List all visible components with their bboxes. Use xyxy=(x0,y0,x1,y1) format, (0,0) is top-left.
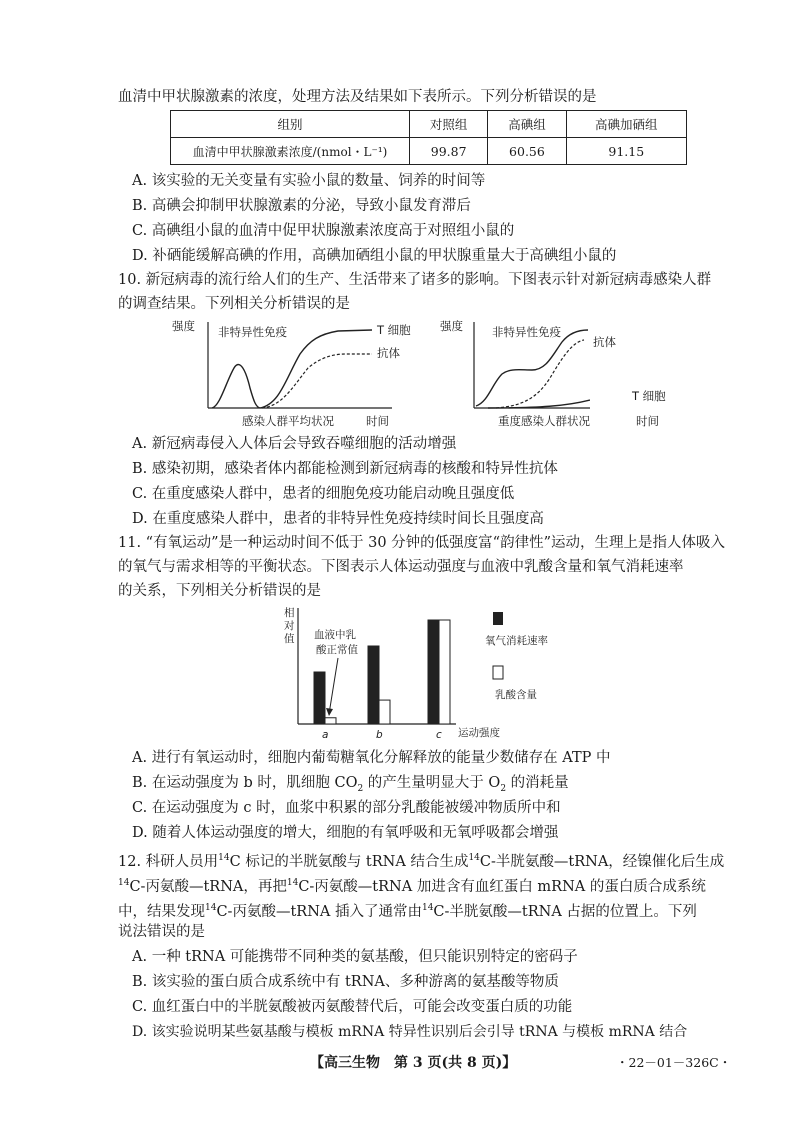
q12-stem-1 xyxy=(118,848,724,872)
q12-option-c: C. 血红蛋白中的半胱氨酸被丙氨酸替代后，可能会改变蛋白质的功能 xyxy=(132,999,573,1015)
q12-text: C-半胱氨酸—tRNA，经镍催化后生成 xyxy=(479,853,725,870)
q11-option-a: A. 进行有氧运动时，细胞内葡萄糖氧化分解释放的能量少数储存在 ATP 中 xyxy=(132,750,611,766)
q11-option-b-post: 的消耗量 xyxy=(506,775,569,791)
subscript: 2 xyxy=(357,783,364,794)
fig-left-xlabel: 时间 xyxy=(366,414,389,428)
fig-right-label-t: T 细胞 xyxy=(632,389,666,403)
fig-right-caption: 重度感染人群状况 xyxy=(498,414,590,428)
fig-left-label-nonspecific: 非特异性免疫 xyxy=(218,325,287,339)
q9-intro: 血清中甲状腺激素的浓度，处理方法及结果如下表所示。下列分析错误的是 xyxy=(118,89,597,105)
q12-text: 中，结果发现 xyxy=(118,903,205,920)
q10-stem-2: 的调查结果。下列相关分析错误的是 xyxy=(118,296,350,312)
q9-option-a: A. 该实验的无关变量有实验小鼠的数量、饲养的时间等 xyxy=(132,173,486,189)
fig-left-label-t: T 细胞 xyxy=(377,323,411,337)
q11-stem-2: 的氧气与需求相等的平衡状态。下图表示人体运动强度与血液中乳酸含量和氧气消耗速率 xyxy=(118,559,684,575)
fig-left-caption: 感染人群平均状况 xyxy=(242,414,334,428)
fig-right-label-nonspecific: 非特异性免疫 xyxy=(492,325,561,339)
x-tick-c: c xyxy=(436,729,442,741)
q12-stem-2 xyxy=(118,873,706,897)
chart-annotation-arrow xyxy=(329,658,338,714)
fig-left-nonspecific-curve xyxy=(212,365,260,408)
q12-text: C 标记的半胱氨酸与 tRNA 结合生成 xyxy=(229,853,469,870)
q12-option-d: D. 该实验说明某些氨基酸与模板 mRNA 特异性识别后会引导 tRNA 与模板 mRNA 结合 xyxy=(132,1024,688,1040)
x-tick-a: a xyxy=(322,729,329,741)
legend-oxygen: 氧气消耗速率 xyxy=(485,635,548,647)
table-header: 高碘加硒组 xyxy=(566,111,686,138)
q9-option-c: C. 高碘组小鼠的血清中促甲状腺激素浓度高于对照组小鼠的 xyxy=(132,223,515,239)
fig-right-antibody-curve xyxy=(496,340,584,408)
legend-lactate: 乳酸含量 xyxy=(495,689,537,701)
legend-swatch-lactate xyxy=(493,666,503,679)
q11-option-c: C. 在运动强度为 c 时，血浆中积累的部分乳酸能被缓冲物质所中和 xyxy=(132,800,561,816)
q12-text: C-丙氨酸—tRNA 加进含有血红蛋白 mRNA 的蛋白质合成系统 xyxy=(298,878,706,895)
q12-text: 12. 科研人员用 xyxy=(118,853,219,870)
fig-left-antibody-curve xyxy=(262,354,372,408)
q9-option-d: D. 补硒能缓解高碘的作用，高碘加硒组小鼠的甲状腺重量大于高碘组小鼠的 xyxy=(132,248,617,264)
q10-option-c: C. 在重度感染人群中，患者的细胞免疫功能启动晚且强度低 xyxy=(132,486,515,502)
q12-text: C-丙氨酸—tRNA 插入了通常由 xyxy=(216,903,422,920)
bar-oxygen-c xyxy=(428,620,439,724)
bar-lactate-c xyxy=(439,620,450,724)
chart-annotation-arrowhead xyxy=(326,708,333,716)
superscript: 14 xyxy=(468,853,480,863)
q12-option-a: A. 一种 tRNA 可能携带不同种类的氨基酸，但只能识别特定的密码子 xyxy=(132,949,578,965)
fig-left-label-ab: 抗体 xyxy=(377,346,400,360)
fig-right-label-ab: 抗体 xyxy=(593,335,616,349)
q11-option-b xyxy=(132,773,569,799)
q12-stem-3 xyxy=(118,898,697,922)
chart-annotation-1: 血液中乳 xyxy=(314,629,356,641)
footer-code: ・22－01－326C・ xyxy=(616,1055,732,1070)
table-header: 高碘组 xyxy=(488,111,566,138)
footer-page-info: 【高三生物 第 3 页(共 8 页)】 xyxy=(310,1055,517,1071)
q12-text: C-半胱氨酸—tRNA 占据的位置上。下列 xyxy=(433,903,697,920)
superscript: 14 xyxy=(205,903,217,913)
subscript: 2 xyxy=(500,783,507,794)
q11-option-b-pre: B. 在运动强度为 b 时，肌细胞 CO xyxy=(132,775,358,791)
q11-stem-1: 11. “有氧运动”是一种运动时间不低于 30 分钟的低强度富“韵律性”运动，生理上是指人体吸入 xyxy=(118,535,725,551)
fig-left-tcell-curve xyxy=(260,330,372,408)
q10-option-b: B. 感染初期，感染者体内都能检测到新冠病毒的核酸和特异性抗体 xyxy=(132,461,558,477)
fig-right-ylabel: 强度 xyxy=(440,319,463,333)
fig-left-ylabel: 强度 xyxy=(172,319,195,333)
q10-option-d: D. 在重度感染人群中，患者的非特异性免疫持续时间长且强度高 xyxy=(132,511,544,527)
q11-option-b-mid: 的产生量明显大于 O xyxy=(363,775,501,791)
q11-stem-3: 的关系，下列相关分析错误的是 xyxy=(118,583,321,599)
superscript: 14 xyxy=(421,903,434,913)
superscript: 14 xyxy=(286,878,299,888)
table-cell: 99.87 xyxy=(410,138,488,165)
table-cell: 60.56 xyxy=(488,138,566,165)
table-header: 对照组 xyxy=(410,111,488,138)
q10-stem-1: 10. 新冠病毒的流行给人们的生产、生活带来了诸多的影响。下图表示针对新冠病毒感染人群 xyxy=(118,272,712,288)
q10-figures xyxy=(170,316,590,432)
superscript: 14 xyxy=(118,878,130,888)
q12-option-b: B. 该实验的蛋白质合成系统中有 tRNA、多种游离的氨基酸等物质 xyxy=(132,974,559,990)
chart-annotation-2: 酸正常值 xyxy=(316,644,358,656)
table-cell: 91.15 xyxy=(566,138,686,165)
chart-ylabel-3: 值 xyxy=(284,633,295,645)
chart-ylabel-1: 相 xyxy=(284,607,295,619)
table-header: 组别 xyxy=(171,111,410,138)
q12-stem-4: 说法错误的是 xyxy=(118,924,205,940)
x-tick-b: b xyxy=(376,729,383,741)
fig-right-xlabel: 时间 xyxy=(636,414,659,428)
bar-oxygen-a xyxy=(314,672,325,724)
q11-chart xyxy=(280,604,610,744)
q11-option-d: D. 随着人体运动强度的增大，细胞的有氧呼吸和无氧呼吸都会增强 xyxy=(132,825,559,841)
bar-lactate-b xyxy=(379,700,390,724)
q12-text: C-丙氨酸—tRNA，再把 xyxy=(129,878,287,895)
q10-option-a: A. 新冠病毒侵入人体后会导致吞噬细胞的活动增强 xyxy=(132,436,457,452)
legend-swatch-oxygen xyxy=(493,612,503,625)
q9-table xyxy=(170,110,687,165)
chart-ylabel-2: 对 xyxy=(284,620,295,632)
fig-right-nonspecific-curve xyxy=(476,330,588,406)
chart-xlabel: 运动强度 xyxy=(458,727,500,739)
bar-oxygen-b xyxy=(368,646,379,724)
table-row-label: 血清中甲状腺激素浓度/(nmol・L⁻¹) xyxy=(171,138,410,165)
q9-option-b: B. 高碘会抑制甲状腺激素的分泌，导致小鼠发育滞后 xyxy=(132,198,471,214)
bar-lactate-a xyxy=(325,718,336,724)
superscript: 14 xyxy=(218,853,230,863)
